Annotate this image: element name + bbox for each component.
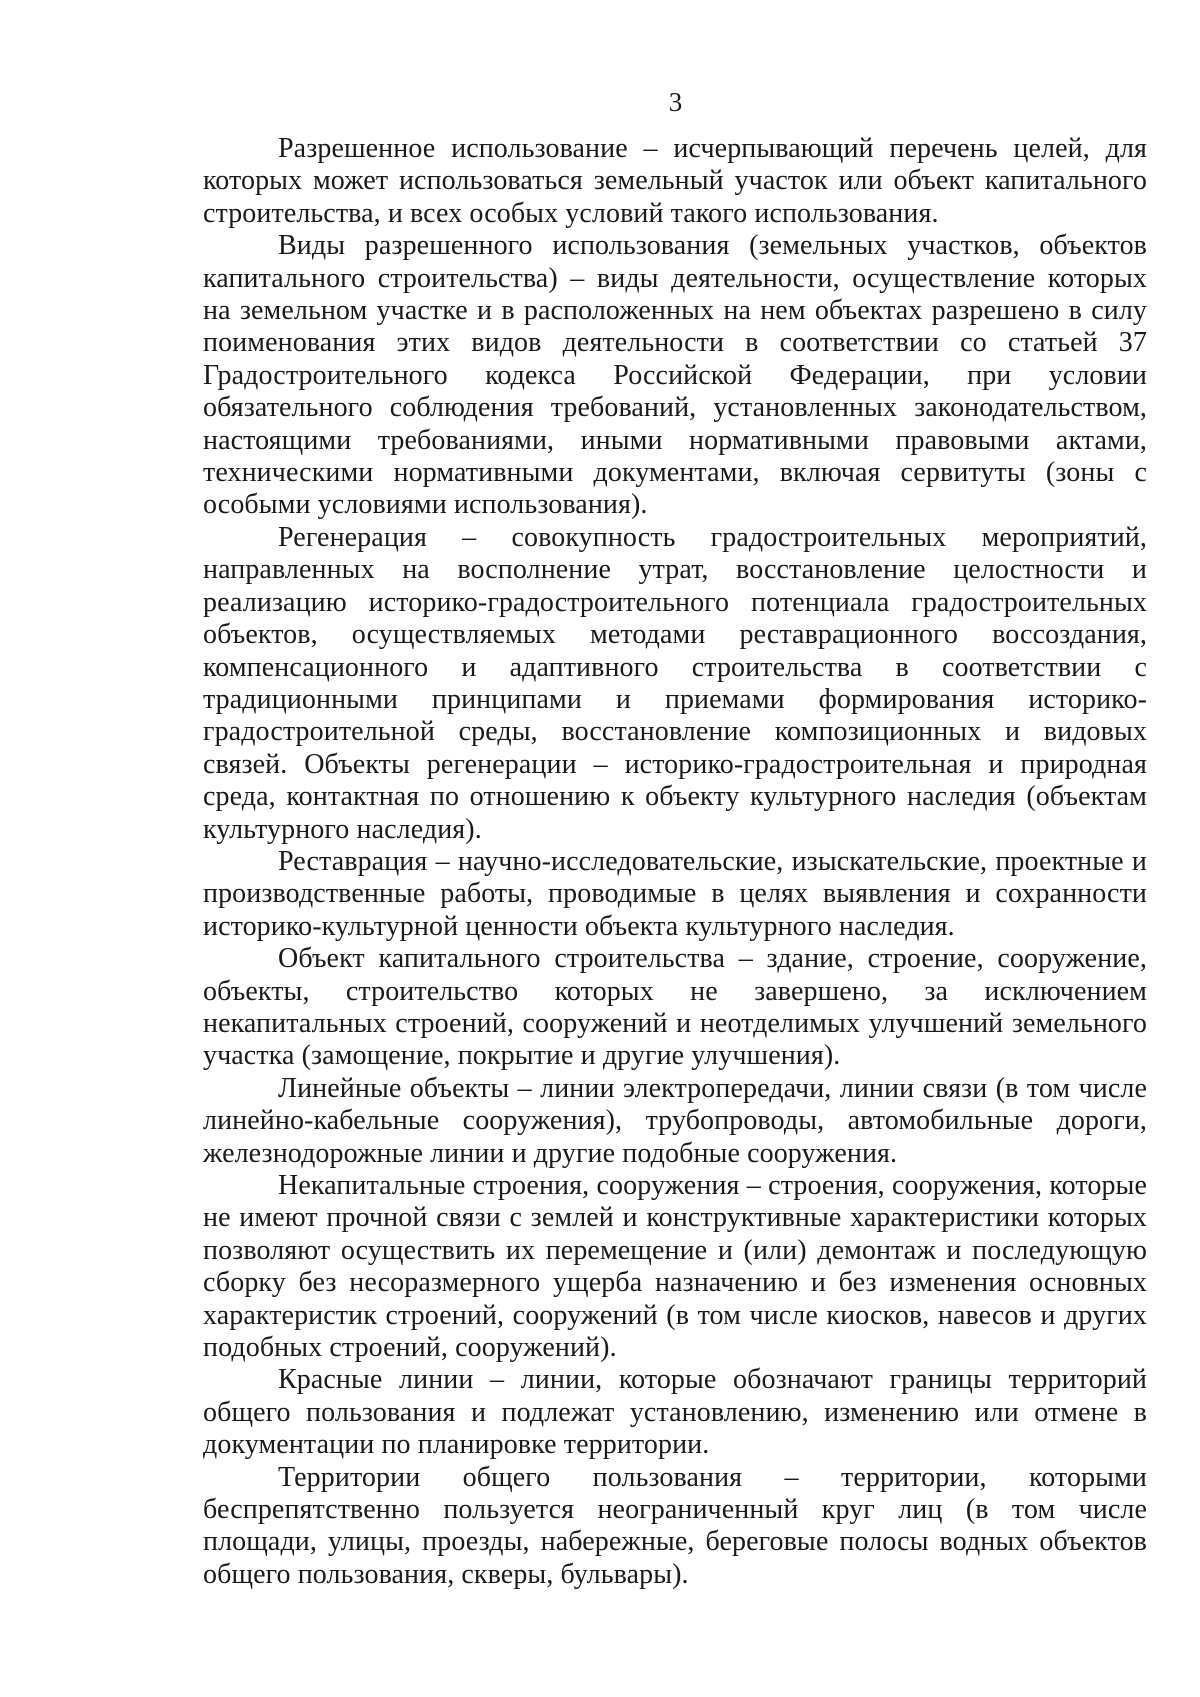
paragraph-non-capital-structures: Некапитальные строения, сооружения – строения, сооружения, которые не имеют прочной связи с землей и конструктивные характеристики которых позволяют осуществить их перемещение и (или) демонтаж и последующую сборку без несоразмерного ущерба назначению и без изменения основных характеристик строений, сооружений (в том числе киосков, навесов и других подобных строений, сооружений). [203, 1170, 1147, 1364]
paragraph-restoration: Реставрация – научно-исследовательские, изыскательские, проектные и производственные работы, проводимые в целях выявления и сохранности историко-культурной ценности объекта культурного наследия. [203, 845, 1147, 942]
page-number: 3 [668, 87, 683, 117]
paragraph-types-of-permitted-use: Виды разрешенного использования (земельных участков, объектов капитального строительства) – виды деятельности, осуществление которых на земельном участке и в расположенных на нем объектах разрешено в силу поименования этих видов деятельности в соответствии со статьей 37 Градостроительного кодекса Российской Федерации, при условии обязательного соблюдения требований, установленных законодательством, настоящими требованиями, иными нормативными правовыми актами, техническими нормативными документами, включая сервитуты (зоны с особыми условиями использования). [203, 230, 1147, 521]
document-body [203, 133, 1147, 1591]
paragraph-linear-objects: Линейные объекты – линии электропередачи, линии связи (в том числе линейно-кабельные сооружения), трубопроводы, автомобильные дороги, железнодорожные линии и другие подобные сооружения. [203, 1072, 1147, 1169]
paragraph-public-territories: Территории общего пользования – территории, которыми беспрепятственно пользуется неограниченный круг лиц (в том числе площади, улицы, проезды, набережные, береговые полосы водных объектов общего пользования, скверы, бульвары). [203, 1461, 1147, 1590]
paragraph-red-lines: Красные линии – линии, которые обозначают границы территорий общего пользования и подлежат установлению, изменению или отмене в документации по планировке территории. [203, 1364, 1147, 1461]
paragraph-regeneration: Регенерация – совокупность градостроительных мероприятий, направленных на восполнение утрат, восстановление целостности и реализацию историко-градостроительного потенциала градостроительных объектов, осуществляемых методами реставрационного воссоздания, компенсационного и адаптивного строительства в соответствии с традиционными принципами и приемами формирования историко-градостроительной среды, восстановление композиционных и видовых связей. Объекты регенерации – историко-градостроительная и природная среда, контактная по отношению к объекту культурного наследия (объектам культурного наследия). [203, 521, 1147, 845]
paragraph-permitted-use: Разрешенное использование – исчерпывающий перечень целей, для которых может использоваться земельный участок или объект капитального строительства, и всех особых условий такого использования. [203, 133, 1147, 229]
paragraph-capital-construction-object: Объект капитального строительства – здание, строение, сооружение, объекты, строительство которых не завершено, за исключением некапитальных строений, сооружений и неотделимых улучшений земельного участка (замощение, покрытие и другие улучшения). [203, 943, 1147, 1072]
